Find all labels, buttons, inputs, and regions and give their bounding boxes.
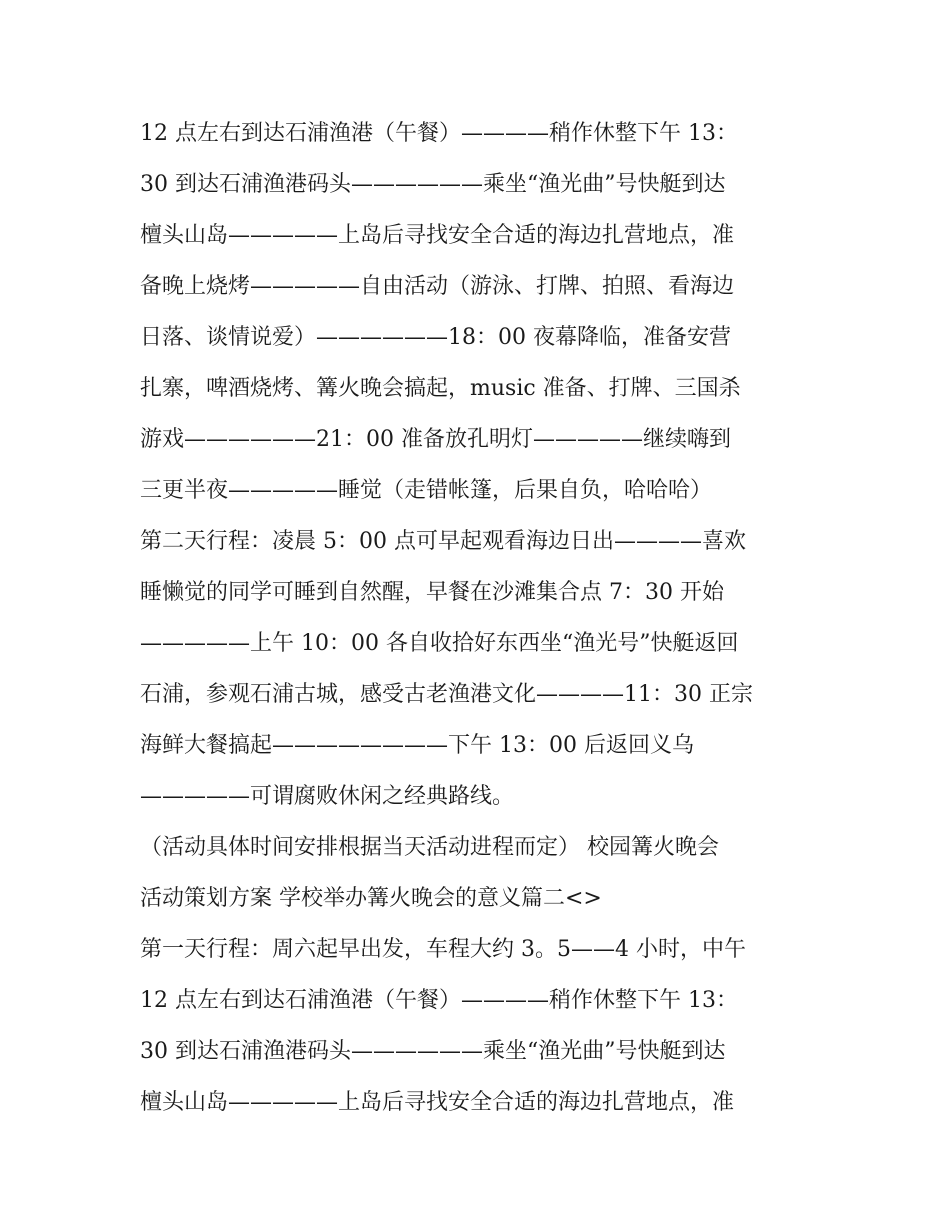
text-line: 30 到达石浦渔港码头——————乘坐“渔光曲”号快艇到达 bbox=[140, 1039, 726, 1064]
text-line: 30 到达石浦渔港码头——————乘坐“渔光曲”号快艇到达 bbox=[140, 172, 726, 197]
text-line: 檀头山岛—————上岛后寻找安全合适的海边扎营地点，准 bbox=[140, 223, 735, 248]
text-line: 三更半夜—————睡觉（走错帐篷，后果自负，哈哈哈） bbox=[140, 478, 713, 503]
text-line: 游戏——————21：00 准备放孔明灯—————继续嗨到 bbox=[140, 427, 731, 452]
text-line: （活动具体时间安排根据当天活动进程而定） 校园篝火晚会 bbox=[140, 835, 719, 860]
text-line: —————可谓腐败休闲之经典路线。 bbox=[140, 784, 515, 809]
text-line: 12 点左右到达石浦渔港（午餐）————稍作休整下午 13： bbox=[140, 121, 738, 146]
text-line: 扎寨，啤酒烧烤、篝火晚会搞起，music 准备、打牌、三国杀 bbox=[140, 376, 741, 401]
text-line: 备晚上烧烤—————自由活动（游泳、打牌、拍照、看海边 bbox=[140, 274, 735, 299]
text-line: 石浦，参观石浦古城，感受古老渔港文化————11：30 正宗 bbox=[140, 682, 753, 707]
text-line: 日落、谈情说爱）——————18：00 夜幕降临，准备安营 bbox=[140, 325, 731, 350]
text-line: 海鲜大餐搞起————————下午 13：00 后返回义乌 bbox=[140, 733, 694, 758]
text-line: 12 点左右到达石浦渔港（午餐）————稍作休整下午 13： bbox=[140, 988, 738, 1013]
document-body bbox=[140, 108, 820, 1128]
text-line: 第二天行程：凌晨 5：00 点可早起观看海边日出————喜欢 bbox=[140, 529, 746, 554]
text-line: 活动策划方案 学校举办篝火晚会的意义篇二<> bbox=[140, 886, 602, 911]
text-line: 第一天行程：周六起早出发，车程大约 3。5——4 小时，中午 bbox=[140, 937, 746, 962]
text-line: —————上午 10：00 各自收拾好东西坐“渔光号”快艇返回 bbox=[140, 631, 739, 656]
text-line: 睡懒觉的同学可睡到自然醒，早餐在沙滩集合点 7：30 开始 bbox=[140, 580, 724, 605]
text-line: 檀头山岛—————上岛后寻找安全合适的海边扎营地点，准 bbox=[140, 1090, 735, 1115]
